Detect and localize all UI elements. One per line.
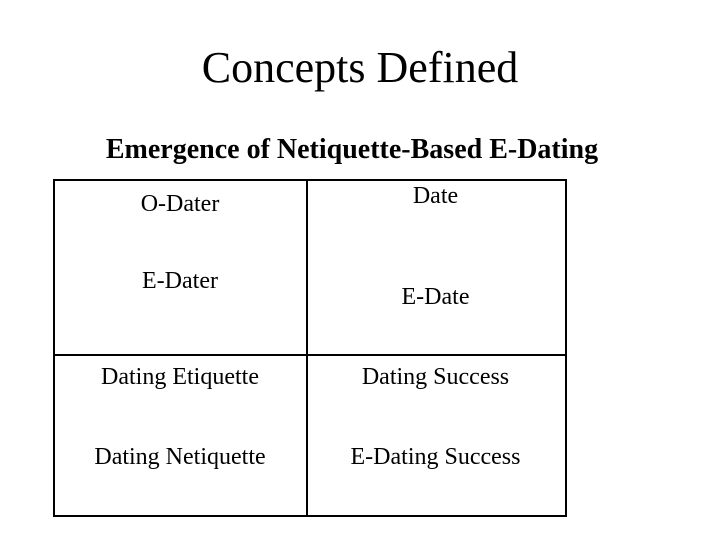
cell-dating-netiquette: Dating Netiquette	[94, 444, 266, 470]
cell-e-date: E-Date	[401, 284, 470, 310]
cell-dating-success: Dating Success	[361, 364, 510, 390]
cell-e-dating-success: E-Dating Success	[350, 444, 521, 470]
cell-e-dater: E-Dater	[142, 268, 218, 294]
cell-date: Date	[412, 183, 459, 209]
slide-title: Concepts Defined	[201, 43, 519, 92]
cell-o-dater: O-Dater	[140, 191, 220, 217]
cell-dating-etiquette: Dating Etiquette	[101, 364, 259, 390]
slide-subtitle: Emergence of Netiquette-Based E-Dating	[105, 134, 599, 165]
grid-horizontal-divider	[55, 354, 565, 356]
